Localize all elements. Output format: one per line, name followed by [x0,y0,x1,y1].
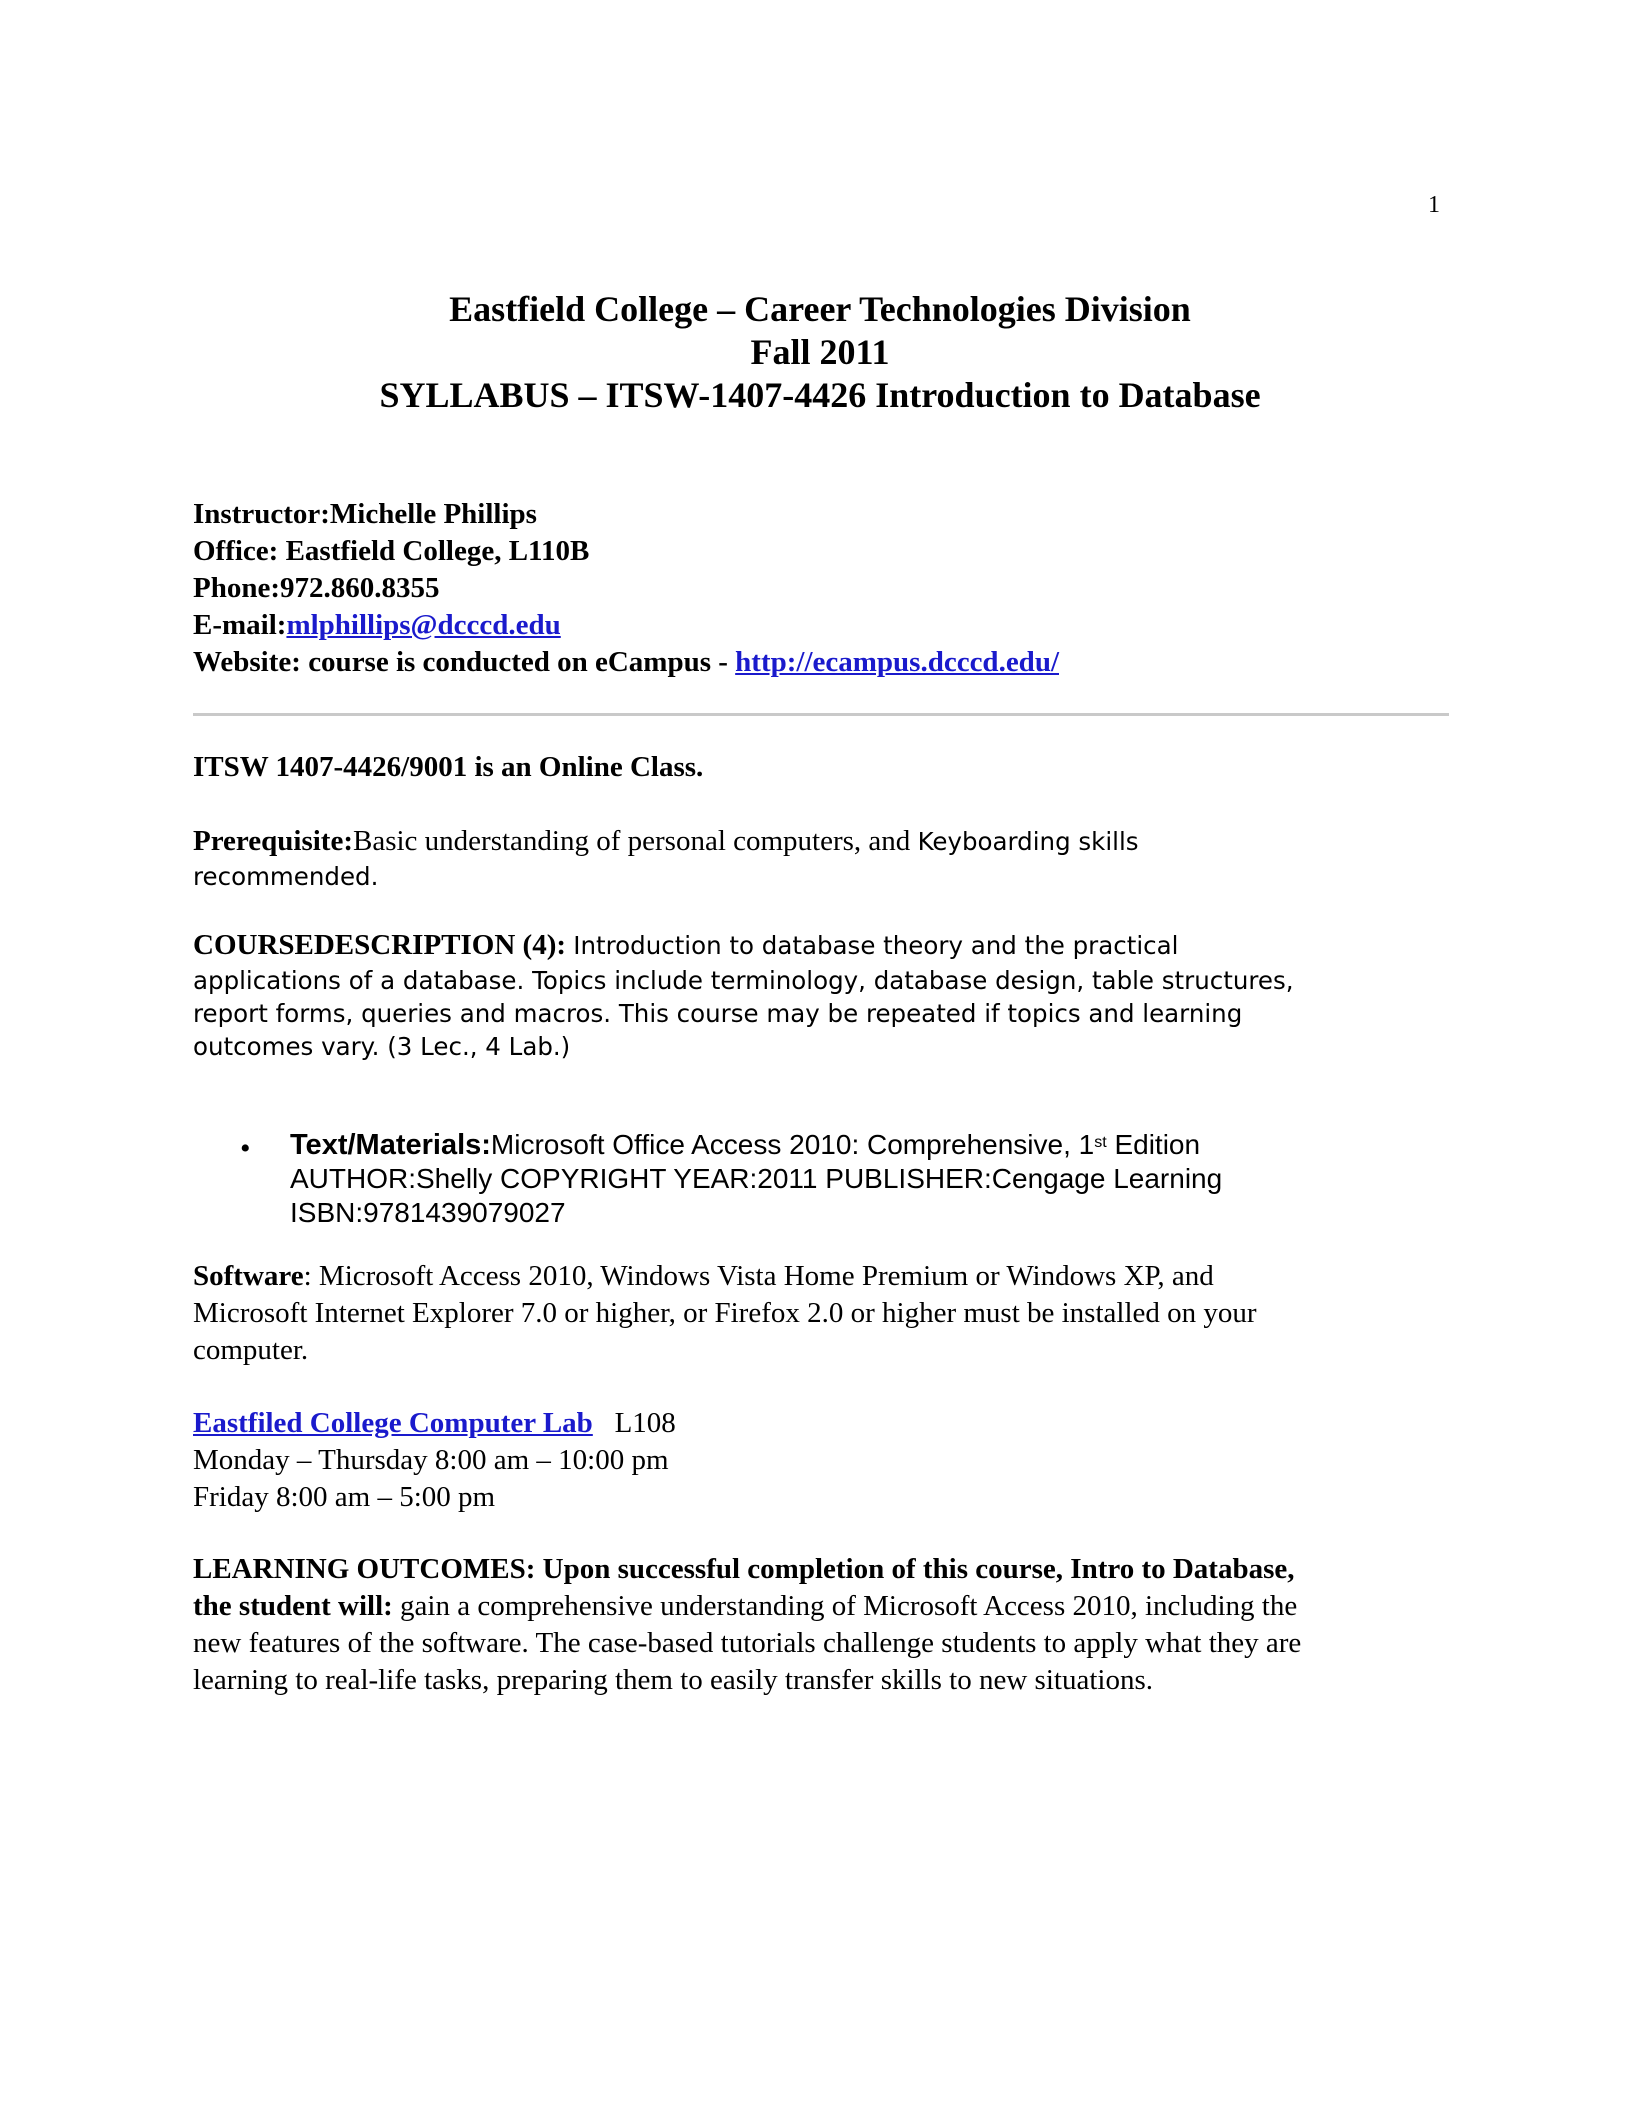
online-class-heading: ITSW 1407-4426/9001 is an Online Class. [193,751,704,783]
title-line-term: Fall 2011 [750,332,890,372]
lab-room: L108 [614,1407,676,1439]
prerequisite-section: Prerequisite:Basic understanding of personal computers, and Keyboarding skills recommended. [193,825,1139,891]
website-link[interactable]: http://ecampus.dcccd.edu/ [735,646,1059,678]
title-line-college: Eastfield College – Career Technologies Division [449,289,1191,329]
office-location: Eastfield College, L110B [285,535,590,567]
office-line: Office: Eastfield College, L110B [193,535,590,567]
lab-hours-weekday: Monday – Thursday 8:00 am – 10:00 pm [193,1444,669,1476]
software-label: Software [193,1260,304,1292]
computer-lab-link[interactable]: Eastfiled College Computer Lab [193,1407,593,1439]
email-link[interactable]: mlphillips@dcccd.edu [286,609,561,641]
divider [193,713,1449,716]
computer-lab-section [193,1405,1453,1516]
prerequisite-label: Prerequisite: [193,825,353,857]
contact-block [193,496,1059,681]
page-number: 1 [1428,192,1440,218]
lab-hours-friday: Friday 8:00 am – 5:00 pm [193,1481,496,1513]
instructor-line: Instructor:Michelle Phillips [193,498,537,530]
course-description-label: COURSEDESCRIPTION (4): [193,929,567,961]
bullet-marker: • [240,1132,251,1165]
learning-outcomes-heading: LEARNING OUTCOMES: Upon successful completion of this course, Intro to Database, [193,1553,1295,1585]
learning-outcomes-section: LEARNING OUTCOMES: Upon successful completion of this course, Intro to Database, the student will: gain a comprehensive understanding of Microsoft Access 2010, including the new features of the software. The case-based tutorials challenge students to apply what they are learning to real-life tasks, preparing them to easily transfer skills to new situations. [193,1551,1453,1699]
text-materials-label: Text/Materials: [290,1129,491,1161]
document-title [0,288,1640,417]
software-section: Software: Microsoft Access 2010, Windows Vista Home Premium or Windows XP, and Microsoft Internet Explorer 7.0 or higher, or Firefox 2.0 or higher must be installed on your computer. [193,1260,1257,1366]
website-line: Website: course is conducted on eCampus - http://ecampus.dcccd.edu/ [193,646,1059,678]
phone-number: 972.860.8355 [280,572,440,604]
text-materials-item: Text/Materials:Microsoft Office Access 2010: Comprehensive, 1st Edition AUTHOR:Shelly COPYRIGHT YEAR:2011 PUBLISHER:Cengage Learning ISBN:9781439079027 [290,1129,1223,1228]
title-line-syllabus: SYLLABUS – ITSW-1407-4426 Introduction to Database [379,375,1261,415]
email-line: E-mail:mlphillips@dcccd.edu [193,609,561,641]
phone-line: Phone:972.860.8355 [193,572,440,604]
instructor-name: Michelle Phillips [329,498,537,530]
course-description-section: COURSEDESCRIPTION (4): Introduction to database theory and the practical applications of a database. Topics include terminology, database design, table structures, report forms, queries and macros. This course may be repeated if topics and learning outcomes vary. (3 Lec., 4 Lab.) [193,929,1294,1061]
